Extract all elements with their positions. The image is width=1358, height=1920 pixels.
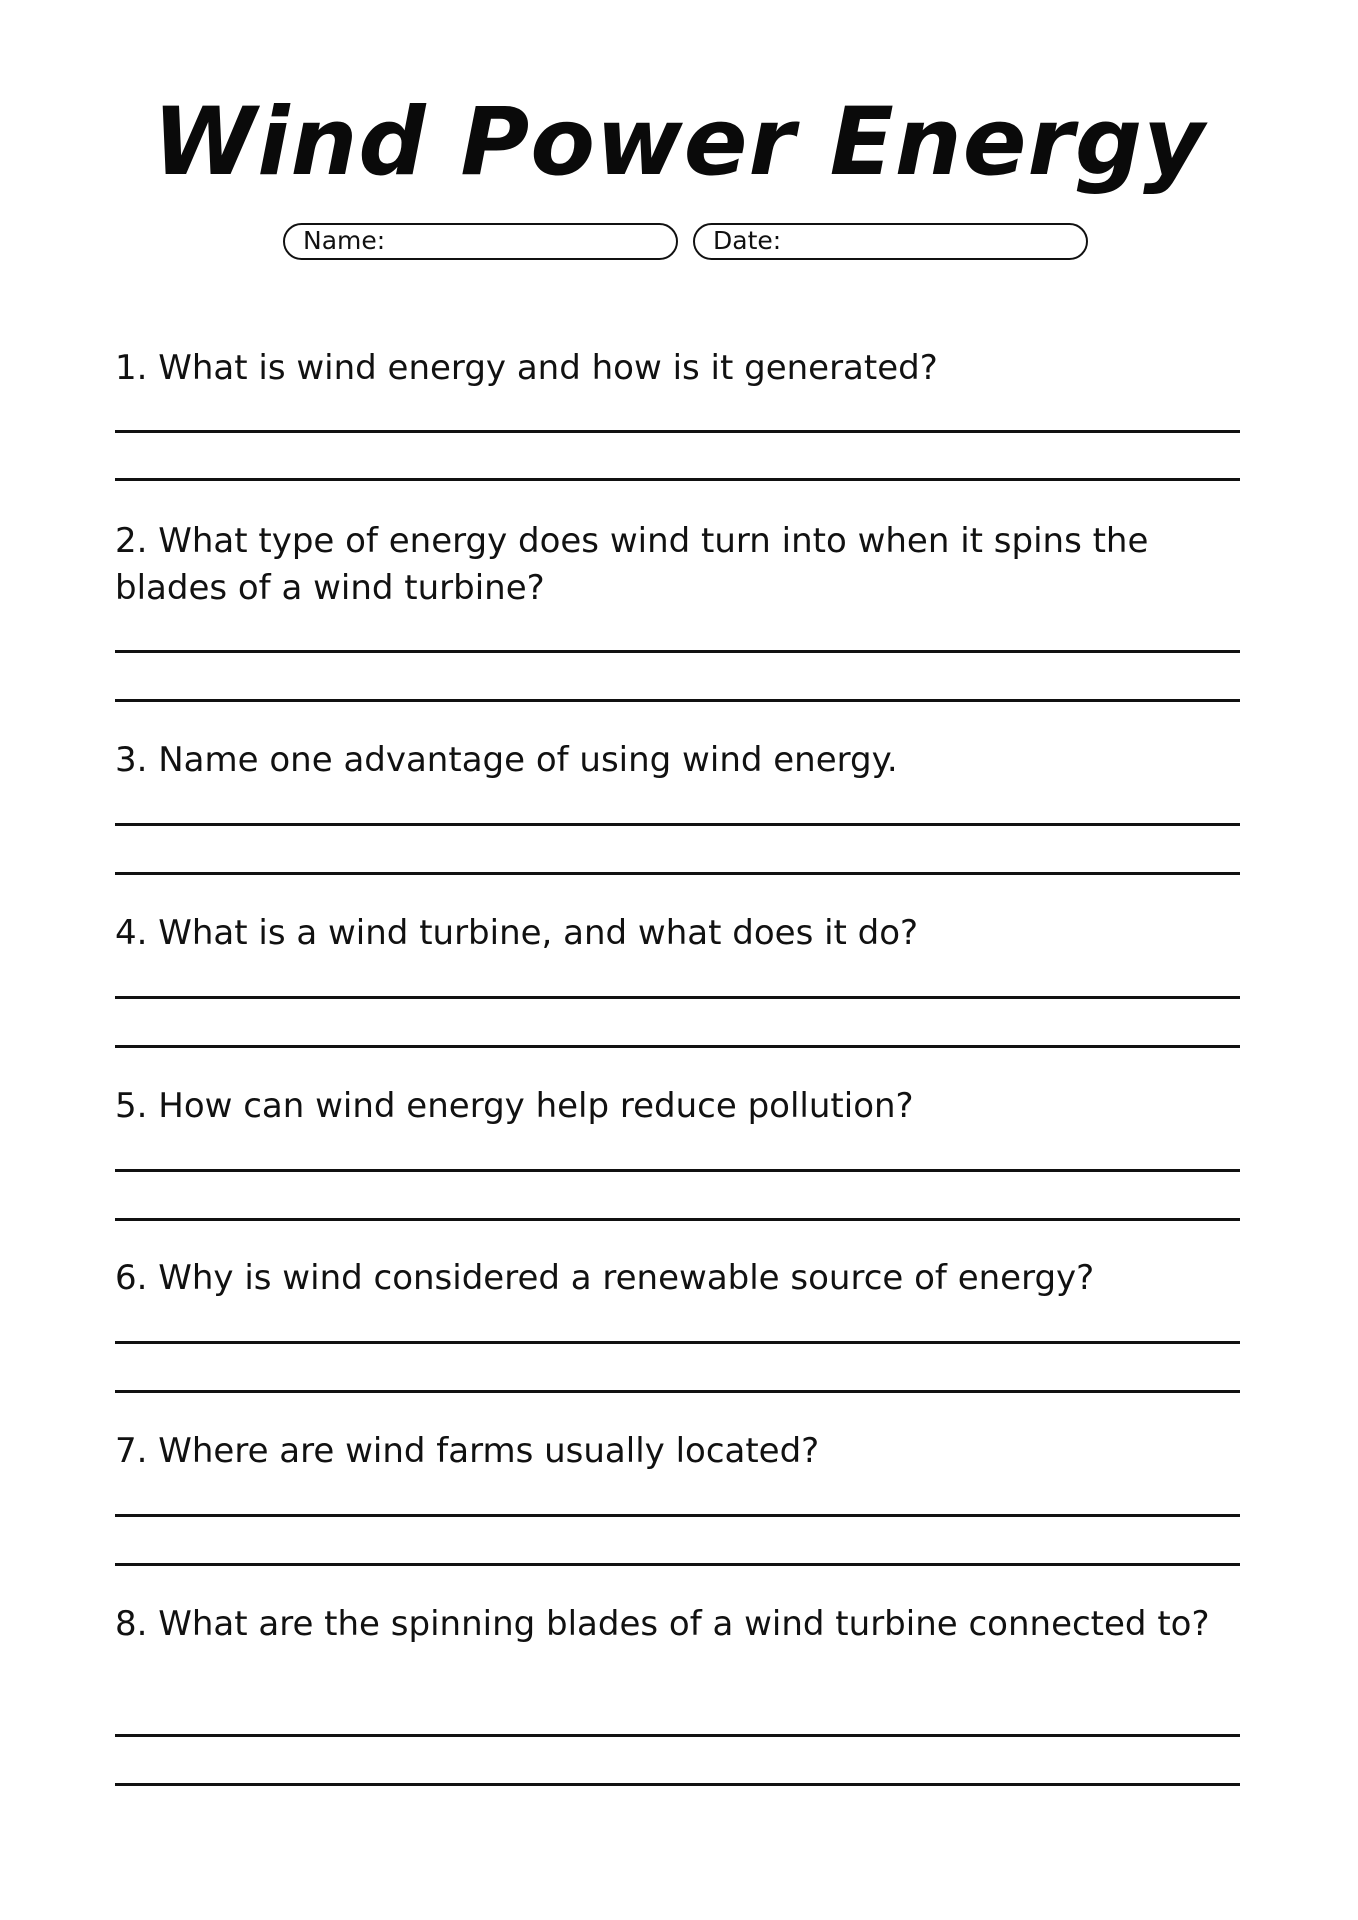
answer-line[interactable] [115, 1563, 1240, 1566]
question-5 [115, 1083, 1245, 1130]
question-6 [115, 1255, 1245, 1302]
answer-line[interactable] [115, 650, 1240, 653]
answer-line[interactable] [115, 478, 1240, 481]
question-text: 8. What are the spinning blades of a wind turbine connected to? [115, 1604, 1210, 1644]
answer-line[interactable] [115, 699, 1240, 702]
question-1 [115, 345, 1245, 392]
answer-line[interactable] [115, 1783, 1240, 1786]
answer-line[interactable] [115, 1169, 1240, 1172]
question-3 [115, 737, 1245, 784]
question-8 [115, 1601, 1245, 1648]
answer-line[interactable] [115, 872, 1240, 875]
answer-line[interactable] [115, 1734, 1240, 1737]
question-text: 7. Where are wind farms usually located? [115, 1431, 820, 1471]
name-label: Name: [303, 226, 386, 255]
answer-line[interactable] [115, 1045, 1240, 1048]
question-text: 2. What type of energy does wind turn into when it spins the blades of a wind turbine? [115, 521, 1149, 608]
question-text: 3. Name one advantage of using wind energy. [115, 740, 898, 780]
answer-line[interactable] [115, 1218, 1240, 1221]
date-field[interactable] [693, 223, 1088, 260]
question-7 [115, 1428, 1245, 1475]
answer-line[interactable] [115, 1341, 1240, 1344]
answer-line[interactable] [115, 1514, 1240, 1517]
answer-line[interactable] [115, 823, 1240, 826]
answer-line[interactable] [115, 430, 1240, 433]
question-text: 4. What is a wind turbine, and what does it do? [115, 913, 919, 953]
answer-line[interactable] [115, 1390, 1240, 1393]
question-2 [115, 518, 1245, 612]
question-text: 5. How can wind energy help reduce pollution? [115, 1086, 914, 1126]
question-text: 1. What is wind energy and how is it generated? [115, 348, 938, 388]
question-4 [115, 910, 1245, 957]
answer-line[interactable] [115, 996, 1240, 999]
question-text: 6. Why is wind considered a renewable source of energy? [115, 1258, 1095, 1298]
date-label: Date: [713, 226, 782, 255]
name-field[interactable] [283, 223, 678, 260]
worksheet-title: Wind Power Energy [152, 88, 1206, 197]
